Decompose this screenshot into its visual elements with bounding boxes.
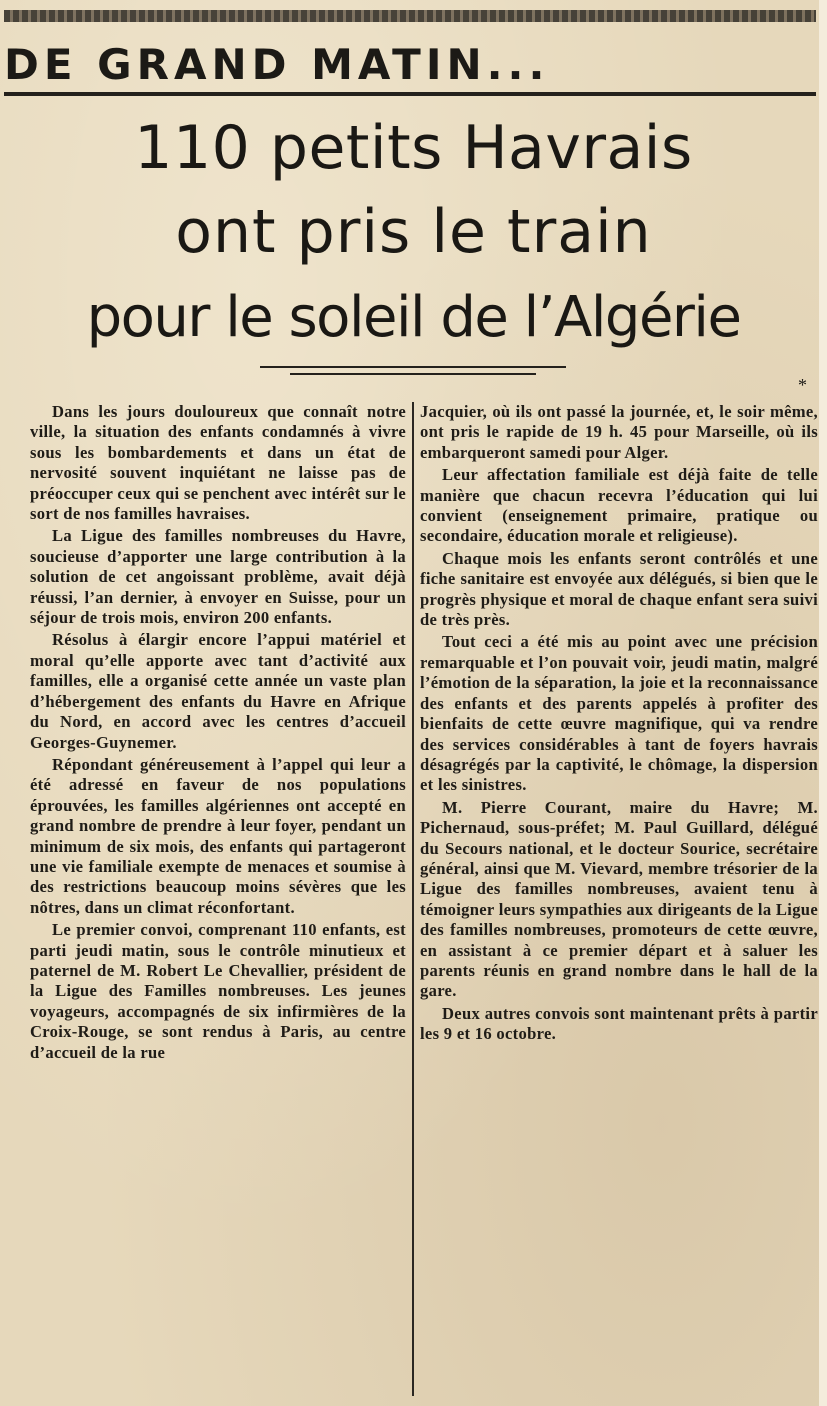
kicker-underline xyxy=(4,92,816,96)
paragraph: M. Pierre Courant, maire du Havre; M. Pichernaud, sous-préfet; M. Paul Guillard, délégué du Secours national, et le docteur Sourice, secrétaire général, ainsi que M. Vievard, membre trésorier de la Ligue des familles nombreuses, avaient tenu à témoigner leurs sympathies aux dirigeants de la Ligue des familles nombreuses, promoteurs de cette œuvre, en assistant à ce premier départ et à saluer les parents réunis en grand nombre dans le hall de la gare. xyxy=(420,797,818,1001)
paragraph: Chaque mois les enfants seront contrôlés et une fiche sanitaire est envoyée aux délégués, si bien que le progrès physique et moral de chaque enfant sera suivi de très près. xyxy=(420,548,818,630)
headline-line-2: ont pris le train xyxy=(175,197,652,267)
headline-line-1: 110 petits Havrais xyxy=(134,113,693,183)
ornament-star-icon: * xyxy=(798,375,807,395)
paragraph: Leur affectation familiale est déjà faite de telle manière que chacun recevra l’éducation qui lui convient (enseignement primaire, pratique ou secondaire, éducation morale et religieuse). xyxy=(420,465,818,546)
top-border-rule xyxy=(4,10,816,22)
ornament-line-upper xyxy=(260,366,566,368)
headline-ornament-rule xyxy=(260,366,566,378)
paragraph: La Ligue des familles nombreuses du Havre, soucieuse d’apporter une large contribution à la solution de cet angoissant problème, avait déjà réussi, l’an dernier, à envoyer en Suisse, pour un séjour de trois mois, environ 200 enfants. xyxy=(30,526,406,628)
paragraph: Jacquier, où ils ont passé la journée, et, le soir même, ont pris le rapide de 19 h. 45 pour Marseille, où ils embarqueront samedi pour Alger. xyxy=(420,402,818,462)
paragraph: Dans les jours douloureux que connaît notre ville, la situation des enfants condamnés à vivre sous les bombardements et dans un état de nervosité souvent inquiétant ne laisse pas de préoccuper ceux qui se penchent avec intérêt sur le sort de nos familles havraises. xyxy=(30,402,406,524)
paragraph: Deux autres convois sont maintenant prêts à partir les 9 et 16 octobre. xyxy=(420,1003,818,1044)
ornament-line-lower xyxy=(290,373,536,375)
article-column-right xyxy=(420,402,818,1398)
section-kicker: DE GRAND MATIN... xyxy=(4,40,550,89)
column-divider xyxy=(412,402,414,1396)
paragraph: Le premier convoi, comprenant 110 enfants, est parti jeudi matin, sous le contrôle minutieux et paternel de M. Robert Le Chevallier, président de la Ligue des Familles nombreuses. Les jeunes voyageurs, accompagnés de six infirmières de la Croix-Rouge, se sont rendus à Paris, au centre d’accueil de la rue xyxy=(30,920,406,1062)
article-column-left xyxy=(30,402,406,1398)
paragraph: Répondant généreusement à l’appel qui leur a été adressé en faveur de nos populations éprouvées, les familles algériennes ont accepté en grand nombre de prendre à leur foyer, pendant un minimum de six mois, des enfants qui partageront une vie familiale exempte de menaces et soumise à des restrictions beaucoup moins sévères que les nôtres, dans un climat réconfortant. xyxy=(30,754,406,917)
paragraph: Tout ceci a été mis au point avec une précision remarquable et l’on pouvait voir, jeudi matin, malgré l’émotion de la séparation, la joie et la reconnaissance des enfants et des parents appelés à profiter des bienfaits de cette œuvre magnifique, qui va rendre des services considérables à tant de foyers havrais désagrégés par la captivité, le chômage, la dispersion et les sinistres. xyxy=(420,632,818,795)
scan-edge xyxy=(819,0,827,1406)
headline-line-3: pour le soleil de l’Algérie xyxy=(86,285,741,350)
paragraph: Résolus à élargir encore l’appui matériel et moral qu’elle apporte avec tant d’activité aux familles, elle a organisé cette année un vaste plan d’hébergement des enfants du Havre en Afrique du Nord, en accord avec les centres d’accueil Georges-Guynemer. xyxy=(30,630,406,752)
